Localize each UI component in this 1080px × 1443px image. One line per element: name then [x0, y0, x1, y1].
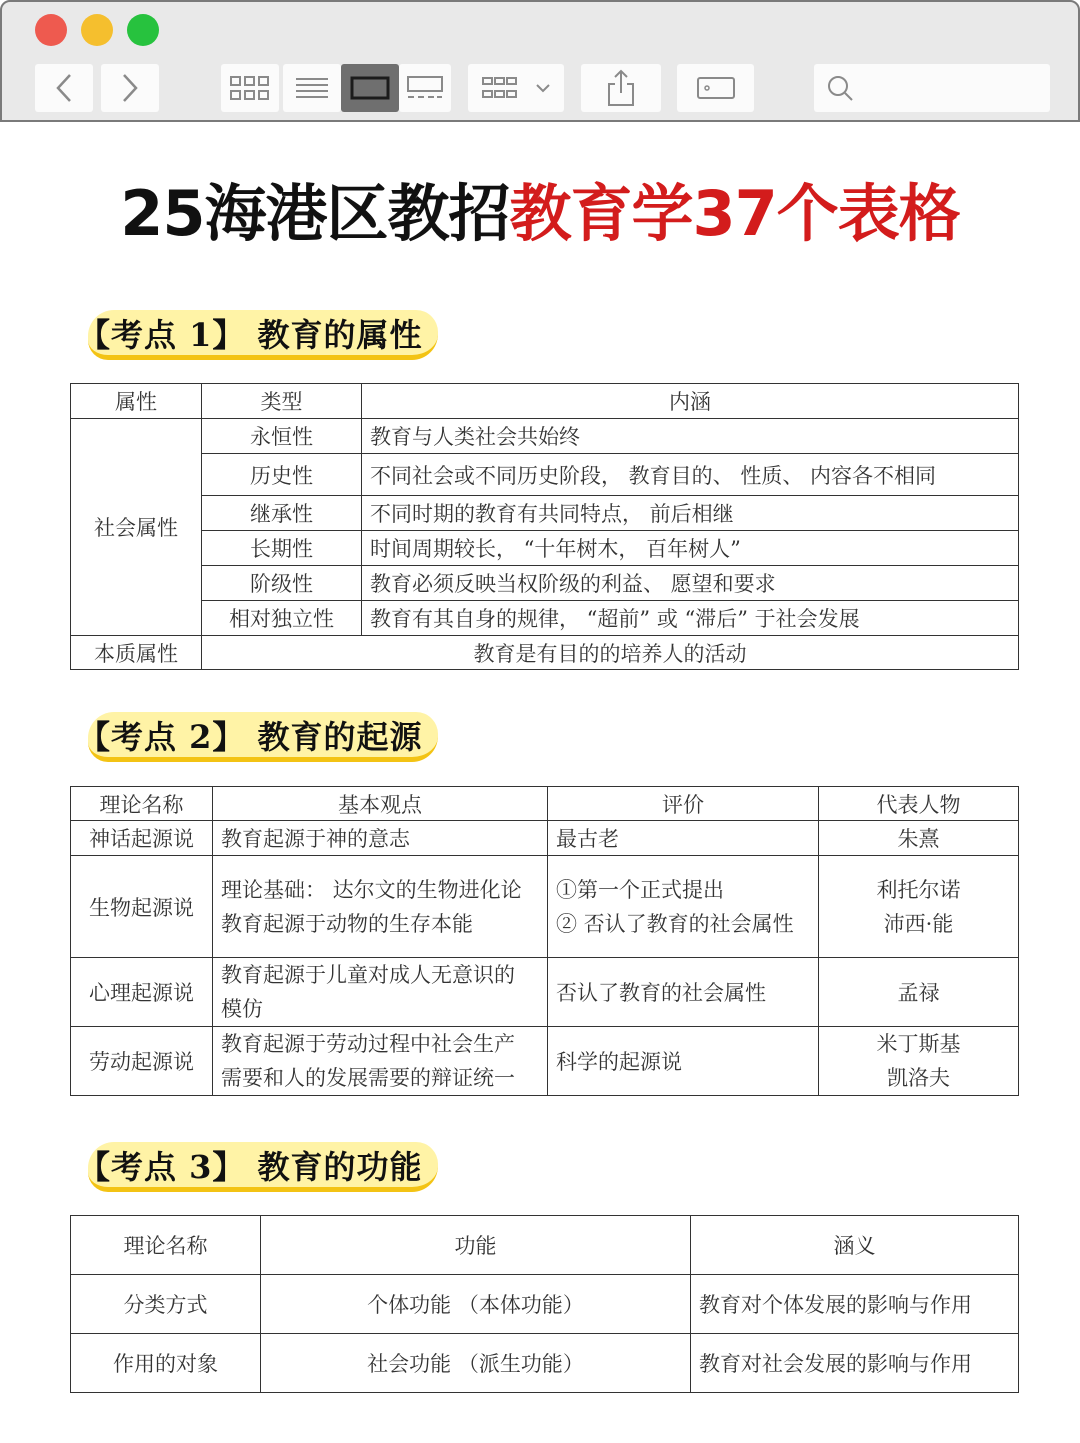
function-cell: 个体功能 （本体功能）: [261, 1275, 691, 1334]
eval-cell: 最古老: [548, 821, 819, 856]
eval-cell: 科学的起源说: [548, 1027, 819, 1096]
table-row: [71, 856, 1019, 958]
table-header-row: [71, 1216, 1019, 1275]
origins-table: [70, 786, 1019, 1096]
section-heading-1: [78, 304, 458, 368]
gallery-view-button[interactable]: [341, 64, 399, 112]
view-line: 模仿: [221, 997, 263, 1021]
grid-view-button[interactable]: [221, 64, 279, 112]
table-row: [71, 566, 1019, 601]
back-icon: [54, 72, 74, 104]
group-icon: [481, 75, 551, 101]
section-heading-2: [78, 706, 458, 770]
classification-cell: 作用的对象: [71, 1334, 261, 1393]
table-header-row: [71, 787, 1019, 821]
classification-cell: 分类方式: [71, 1275, 261, 1334]
tag-icon: [696, 75, 736, 101]
title-part-red: 教育学37个表格: [509, 177, 960, 250]
page-title: [0, 174, 1080, 254]
filmstrip-view-button[interactable]: [399, 64, 451, 112]
list-view-button[interactable]: [283, 64, 341, 112]
type-cell: 继承性: [202, 496, 362, 531]
eval-cell: [548, 856, 819, 958]
view-cell: [213, 856, 548, 958]
table-row: [71, 1275, 1019, 1334]
header-cell: 基本观点: [213, 787, 548, 821]
table-row: [71, 821, 1019, 856]
table-row: [71, 1334, 1019, 1393]
search-icon: [826, 74, 854, 102]
table-row: [71, 958, 1019, 1027]
table-row: [71, 454, 1019, 496]
person-name: 米丁斯基: [876, 1032, 961, 1056]
essence-label-cell: 本质属性: [71, 636, 202, 670]
person-name: 利托尔诺: [876, 877, 961, 902]
view-line: 理论基础： 达尔文的生物进化论: [221, 877, 522, 902]
person-name: 凯洛夫: [887, 1066, 950, 1090]
header-cell: 功能: [261, 1216, 691, 1275]
people-cell: [819, 856, 1019, 958]
header-cell: 属性: [71, 384, 202, 419]
type-cell: 阶级性: [202, 566, 362, 601]
meaning-cell: 教育对社会发展的影响与作用: [691, 1334, 1019, 1393]
minimize-window-button[interactable]: [81, 14, 113, 46]
functions-table: [70, 1215, 1019, 1393]
header-cell: 涵义: [691, 1216, 1019, 1275]
table-row: [71, 531, 1019, 566]
content-cell: 不同社会或不同历史阶段， 教育目的、 性质、 内容各不相同: [362, 454, 1019, 496]
share-button[interactable]: [581, 64, 661, 112]
content-cell: 教育必须反映当权阶级的利益、 愿望和要求: [362, 566, 1019, 601]
header-cell: 内涵: [362, 384, 1019, 419]
type-cell: 相对独立性: [202, 601, 362, 636]
maximize-window-button[interactable]: [127, 14, 159, 46]
group-button[interactable]: [468, 64, 564, 112]
type-cell: 永恒性: [202, 419, 362, 454]
section-heading-3: [78, 1136, 458, 1200]
essence-content-cell: 教育是有目的的培养人的活动: [202, 636, 1019, 670]
meaning-cell: 教育对个体发展的影响与作用: [691, 1275, 1019, 1334]
type-cell: 历史性: [202, 454, 362, 496]
search-input[interactable]: [814, 64, 1050, 112]
tag-button[interactable]: [677, 64, 754, 112]
header-cell: 理论名称: [71, 1216, 261, 1275]
content-cell: 不同时期的教育有共同特点， 前后相继: [362, 496, 1019, 531]
view-line: 教育起源于劳动过程中社会生产: [221, 1032, 515, 1056]
person-name: 沛西·能: [883, 911, 954, 936]
table-row: [71, 601, 1019, 636]
section-heading-label: 【考点 2】 教育的起源: [78, 718, 423, 756]
content-cell: 教育与人类社会共始终: [362, 419, 1019, 454]
filmstrip-view-icon: [406, 75, 444, 101]
attributes-table: [70, 383, 1019, 670]
table-header-row: [71, 384, 1019, 419]
eval-cell: 否认了教育的社会属性: [548, 958, 819, 1027]
table-row: [71, 636, 1019, 670]
header-cell: 代表人物: [819, 787, 1019, 821]
eval-line: ② 否认了教育的社会属性: [556, 911, 794, 936]
table-row: [71, 496, 1019, 531]
forward-icon: [120, 72, 140, 104]
people-cell: [819, 1027, 1019, 1096]
back-button[interactable]: [35, 64, 93, 112]
view-cell: [213, 1027, 548, 1096]
header-cell: 类型: [202, 384, 362, 419]
people-cell: 孟禄: [819, 958, 1019, 1027]
people-cell: 朱熹: [819, 821, 1019, 856]
type-cell: 长期性: [202, 531, 362, 566]
grid-view-icon: [230, 75, 270, 101]
view-line: 教育起源于儿童对成人无意识的: [221, 963, 515, 987]
theory-name-cell: 心理起源说: [71, 958, 213, 1027]
view-cell: [213, 958, 548, 1027]
theory-name-cell: 神话起源说: [71, 821, 213, 856]
theory-name-cell: 劳动起源说: [71, 1027, 213, 1096]
function-cell: 社会功能 （派生功能）: [261, 1334, 691, 1393]
content-cell: 教育有其自身的规律， “超前” 或 “滞后” 于社会发展: [362, 601, 1019, 636]
close-window-button[interactable]: [35, 14, 67, 46]
window-toolbar: [0, 0, 1080, 122]
group-label-cell: 社会属性: [71, 419, 202, 636]
section-heading-label: 【考点 3】 教育的功能: [78, 1148, 423, 1186]
section-heading-label: 【考点 1】 教育的属性: [78, 316, 423, 354]
table-row: [71, 1027, 1019, 1096]
view-line: 需要和人的发展需要的辩证统一: [221, 1066, 515, 1090]
gallery-view-icon: [350, 75, 390, 101]
view-cell: 教育起源于神的意志: [213, 821, 548, 856]
content-cell: 时间周期较长， “十年树木， 百年树人”: [362, 531, 1019, 566]
forward-button[interactable]: [101, 64, 159, 112]
view-line: 教育起源于动物的生存本能: [221, 911, 473, 936]
eval-line: ①第一个正式提出: [556, 877, 724, 902]
header-cell: 评价: [548, 787, 819, 821]
share-icon: [606, 69, 636, 107]
list-view-icon: [295, 76, 329, 100]
table-row: [71, 419, 1019, 454]
theory-name-cell: 生物起源说: [71, 856, 213, 958]
header-cell: 理论名称: [71, 787, 213, 821]
title-part-black: 25海港区教招: [120, 177, 510, 250]
